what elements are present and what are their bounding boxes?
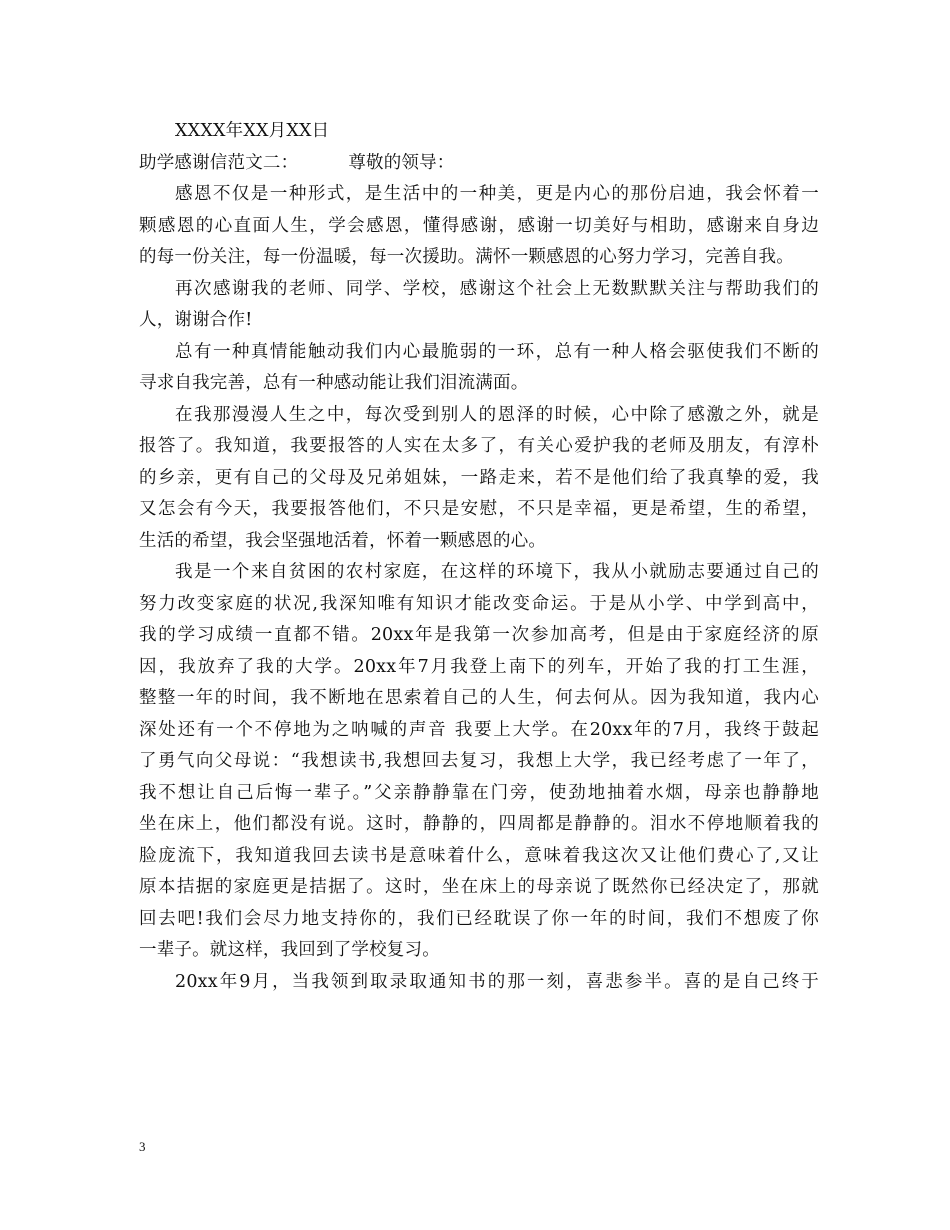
page-number: 3 xyxy=(139,1139,146,1154)
date-line: XXXX年XX月XX日 xyxy=(175,121,330,141)
paragraph-line: 的每一份关注，每一份温暖，每一次援助。满怀一颗感恩的心努力学习，完善自我。 xyxy=(139,247,794,267)
paragraph-line: 原本拮据的家庭更是拮据了。这时，坐在床上的母亲说了既然你已经决定了，那就 xyxy=(139,877,819,897)
section-title: 助学感谢信范文二： xyxy=(139,152,299,173)
paragraph-line: 脸庞流下，我知道我回去读书是意味着什么，意味着我这次又让他们费心了,又让 xyxy=(139,845,819,866)
paragraph-line: 坐在床上，他们都没有说。这时，静静的，四周都是静静的。泪水不停地顺着我的 xyxy=(139,814,819,834)
paragraph-line: 了勇气向父母说：“我想读书,我想回去复习，我想上大学，我已经考虑了一年了， xyxy=(139,751,819,771)
salutation: 尊敬的领导： xyxy=(348,152,455,173)
letter-body xyxy=(139,116,819,998)
paragraph-line: 努力改变家庭的状况,我深知唯有知识才能改变命运。于是从小学、中学到高中， xyxy=(139,593,819,614)
paragraph-line: 回去吧!我们会尽力地支持你的，我们已经耽误了你一年的时间，我们不想废了你 xyxy=(139,908,819,929)
paragraph-line: 因，我放弃了我的大学。20xx年7月我登上南下的列车，开始了我的打工生涯， xyxy=(139,656,819,677)
paragraph-line: 一辈子。就这样，我回到了学校复习。 xyxy=(139,940,440,960)
heading-line xyxy=(139,148,819,180)
paragraph-line: 的乡亲，更有自己的父母及兄弟姐妹，一路走来，若不是他们给了我真挚的爱，我 xyxy=(139,467,819,488)
paragraph-line: 20xx年9月，当我领到取录取通知书的那一刻，喜悲参半。喜的是自己终于 xyxy=(175,971,819,992)
paragraph-line: 人，谢谢合作! xyxy=(139,310,253,330)
paragraph-line: 颗感恩的心直面人生，学会感恩，懂得感谢，感谢一切美好与相助，感谢来自身边 xyxy=(139,215,819,236)
paragraph-line: 我是一个来自贫困的农村家庭，在这样的环境下，我从小就励志要通过自己的 xyxy=(175,562,819,582)
paragraph-line: 寻求自我完善，总有一种感动能让我们泪流满面。 xyxy=(139,373,529,393)
paragraph-line: 生活的希望，我会坚强地活着，怀着一颗感恩的心。 xyxy=(139,530,547,551)
paragraph-line: 我的学习成绩一直都不错。20xx年是我第一次参加高考，但是由于家庭经济的原 xyxy=(139,625,819,645)
paragraph-line: 我不想让自己后悔一辈子。”父亲静静靠在门旁，使劲地抽着水烟，母亲也静静地 xyxy=(139,782,819,803)
paragraph-line: 总有一种真情能触动我们内心最脆弱的一环，总有一种人格会驱使我们不断的 xyxy=(175,341,819,362)
paragraph-line: 感恩不仅是一种形式，是生活中的一种美，更是内心的那份启迪，我会怀着一 xyxy=(175,184,819,204)
paragraph-line: 再次感谢我的老师、同学、学校，感谢这个社会上无数默默关注与帮助我们的 xyxy=(175,278,819,299)
paragraph-line: 整整一年的时间，我不断地在思索着自己的人生，何去何从。因为我知道，我内心 xyxy=(139,688,819,708)
paragraph-line: 又怎会有今天，我要报答他们，不只是安慰，不只是幸福，更是希望，生的希望， xyxy=(139,499,819,519)
paragraph-line: 深处还有一个不停地为之呐喊的声音 我要上大学。在20xx年的7月，我终于鼓起 xyxy=(139,719,819,740)
paragraph-line: 在我那漫漫人生之中，每次受到别人的恩泽的时候，心中除了感激之外，就是 xyxy=(175,404,819,425)
paragraph-line: 报答了。我知道，我要报答的人实在太多了，有关心爱护我的老师及朋友，有淳朴 xyxy=(139,436,819,456)
